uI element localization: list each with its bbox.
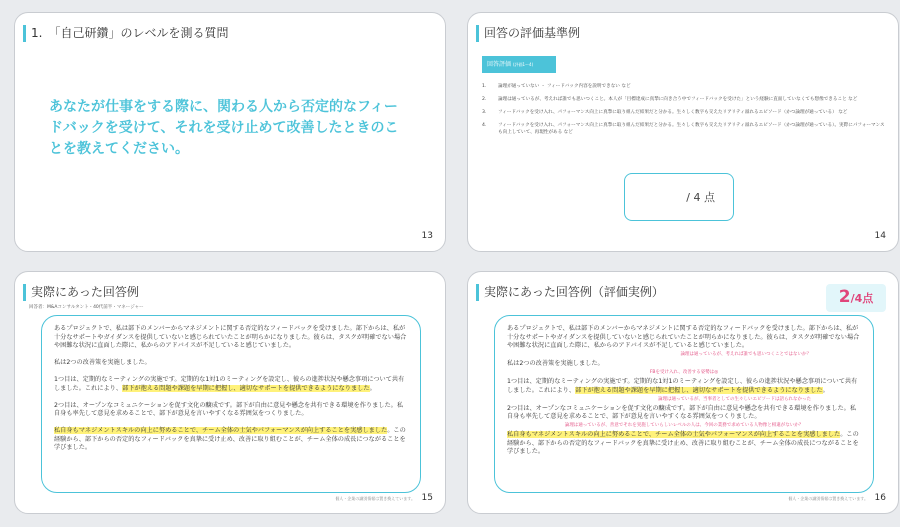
evaluator-comment: FBを受け入れ、改善する姿勢は◎ [649,370,719,375]
respondent-info: 回答者：M&Aコンサルタント・40代前半・マネージャー [29,305,144,310]
page-number: 13 [421,231,433,241]
slide-title: 実際にあった回答例 [31,285,139,299]
answer-paragraph [54,376,408,393]
criteria-number: 2. [482,97,487,102]
answer-text: 1つ目は、定期的なミーティングの実施です。定期的な1対1のミーティングを設定し、彼らの進捗状況や懸念事項について共有しました。これにより、 [54,376,405,392]
title-accent-bar [476,284,479,301]
evaluation-header [482,56,556,73]
answer-highlight: 部下が抱える問題や課題を早期に把握し、適切なサポートを提供できるようになりました [122,384,370,392]
answer-paragraph: 2つ目は、オープンなコミュニケーションを促す文化の醸成です。部下が自由に意見や懸念を共有できる環境を作りました。私自身も率先して意見を求めることで、部下が意見を言いやすくなる雰囲気をつくりました。 [54,401,404,417]
criteria-number: 3. [482,110,487,115]
criteria-item [482,109,888,116]
criteria-item [482,83,888,90]
criteria-text: 論理は通っているが、考えれば誰でも思いつくこと。本人が「目標達成に真摯に向き合う中でフィードバックを受けた」という経験に直面していなくても想像できること など [498,97,858,102]
criteria-list [482,83,888,142]
answer-highlight: 私自身もマネジメントスキルの向上に努めることで、チーム全体の士気やパフォーマンスが向上することを実感しました [54,427,388,434]
grade-value: 2 [838,287,851,307]
footnote: 個人・企業の識別情報は置き換えています。 [788,496,868,501]
evaluation-header-label: 回答評価 [487,61,512,68]
grade-badge [826,284,886,312]
title-accent-bar [23,284,26,301]
answer-text: 1つ目は、定期的なミーティングの実施です。定期的な1対1のミーティングを設定し、彼らの進捗状況や懸念事項について共有しました。これにより、 [507,378,858,394]
criteria-number: 4. [482,123,487,128]
interview-question: あなたが仕事をする際に、関わる人から否定的なフィードバックを受けて、それを受け止めて改善したときのことを教えてください。 [49,99,399,157]
title-accent-bar [476,25,479,42]
slide-13[interactable] [14,12,446,252]
page-number: 14 [874,231,886,241]
answer-box [494,315,874,493]
answer-text: 。 [822,386,829,394]
footnote: 個人・企業の識別情報は置き換えています。 [335,496,415,501]
answer-text: 。この経験から、部下からの否定的なフィードバックを真摯に受け止め、改善に取り組むことが、チーム全体の成長につながることを学びました。 [507,431,859,455]
evaluation-header-sub: (評価1〜4) [512,62,534,67]
page-number: 15 [421,493,433,503]
answer-text: 。この経験から、部下からの否定的なフィードバックを真摯に受け止め、改善に取り組むことが、チーム全体の成長につながることを学びました。 [54,427,406,451]
answer-paragraph [507,431,861,457]
answer-box [41,315,421,493]
answer-text: 。 [369,384,376,392]
criteria-item [482,96,888,103]
grade-unit: /4点 [850,292,874,305]
slide-title: 1. 「自己研鑽」のレベルを測る質問 [31,26,229,40]
title-accent-bar [23,25,26,42]
answer-paragraph: 私は2つの改善策を実施しました。 [54,359,151,366]
evaluator-comment: 論理は通っているが、当事者としての生々しいエピソードは語られなかった [658,396,811,402]
answer-paragraph: あるプロジェクトで、私は部下のメンバーからマネジメントに関する否定的なフィードバックを受けました。部下からは、私が十分なサポートやガイダンスを提供していないと感じられていたことが明らかになりました。彼らは、タスクが明確でない場合や困難な状況に直面した際に、私からのアドバイスが不足していると感じていました。 [507,325,860,349]
answer-paragraph [507,378,861,395]
answer-paragraph [54,427,408,453]
criteria-text: 論理が通っていない ・ フィードバック内容を説明できない など [498,84,631,89]
score-box: / 4 点 [624,173,734,221]
page-number: 16 [874,493,886,503]
answer-highlight: 私自身もマネジメントスキルの向上に努めることで、チーム全体の士気やパフォーマンスが向上することを実感しました [507,431,841,438]
slide-title: 回答の評価基準例 [484,26,581,40]
criteria-number: 1. [482,84,487,89]
answer-paragraph: 2つ目は、オープンなコミュニケーションを促す文化の醸成です。部下が自由に意見や懸念を共有できる環境を作りました。私自身も率先して意見を求めることで、部下が意見を言いやすくなる雰囲気をつくりました。 [507,404,857,420]
criteria-text: フィードバックを受け入れ、パフォーマンス向上に真摯に取り組んだ結果だと分かる。生々しく数字も交えたリアリティ溢れるエピソード（かつ論理が通っている）。実際にパフォーマンスも向上していて、再現性がある など [498,123,885,135]
evaluator-comment: 論理は通っているが、善意でそれを実施していらしいレベルの人は、今回の業務で求めている人物像と相違がないか？ [564,423,804,428]
criteria-item [482,122,888,136]
slide-15[interactable] [14,271,446,514]
answer-paragraph: あるプロジェクトで、私は部下のメンバーからマネジメントに関する否定的なフィードバックを受けました。部下からは、私が十分なサポートやガイダンスを提供していないと感じられていたことが明らかになりました。彼らは、タスクが明確でない場合や困難な状況に直面した際に、私からのアドバイスが不足していると感じていました。 [54,325,407,349]
slide-14[interactable] [467,12,899,252]
slide-title: 実際にあった回答例（評価実例） [484,285,664,299]
slide-16[interactable] [467,271,899,514]
answer-paragraph: 私は2つの改善策を実施しました。 [507,360,604,367]
criteria-text: フィードバックを受け入れ、パフォーマンス向上に真摯に取り組んだ結果だと分かる。生々しく数字も交えたリアリティ溢れるエピソード（かつ論理が通っている） など [498,110,848,115]
evaluator-comment: 論理は通っているが、考えれば誰でも思いつくことではないか？ [680,352,811,357]
answer-highlight: 部下が抱える問題や課題を早期に把握し、適切なサポートを提供できるようになりました [575,386,823,394]
